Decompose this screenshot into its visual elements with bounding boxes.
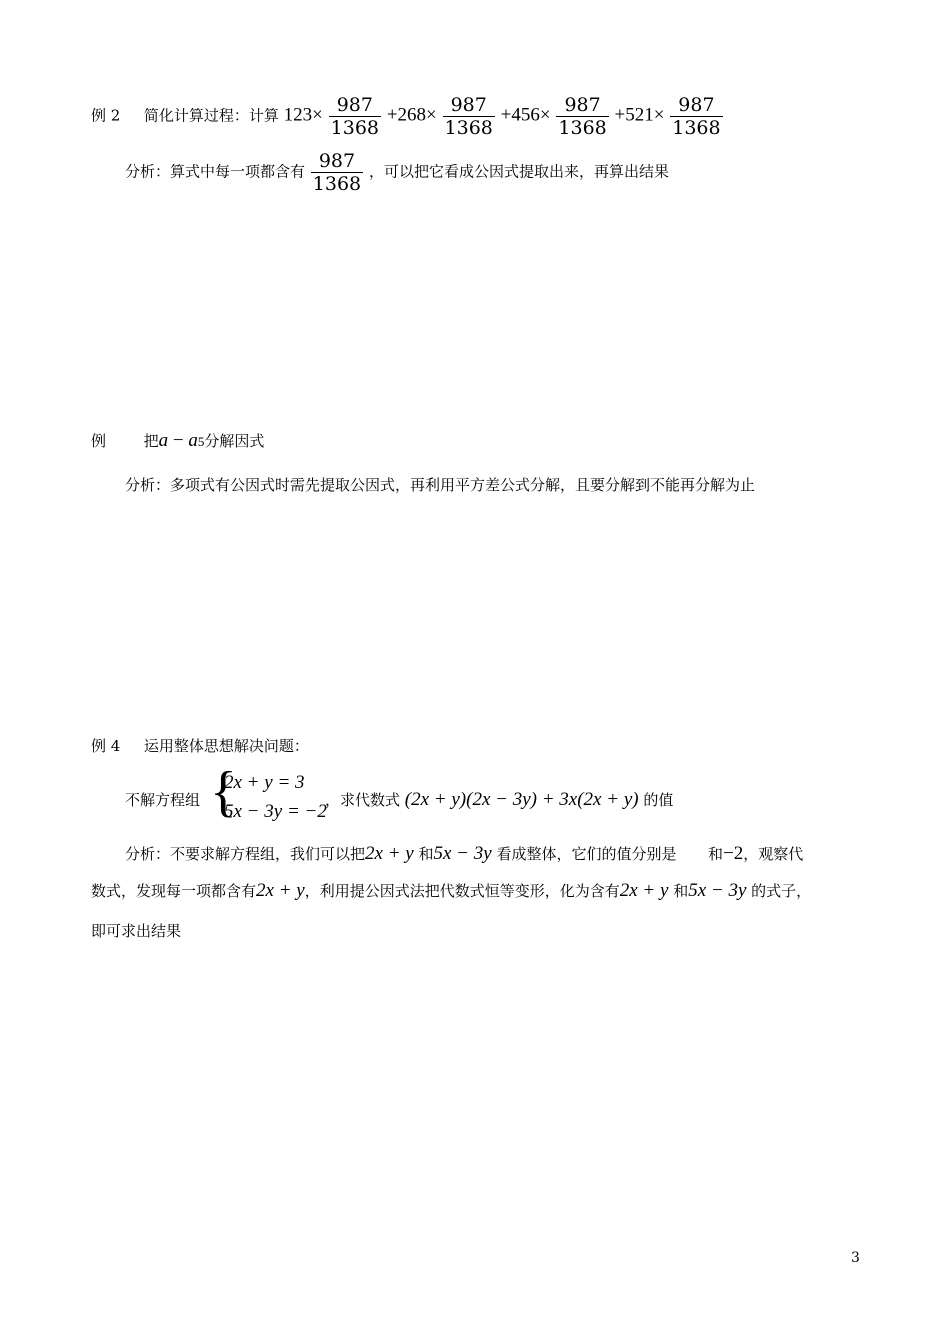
page-number: 3 [851,1250,860,1266]
example-2-term-3: +456× [500,104,551,126]
example-2-term-4: +521× [614,104,665,126]
example-4-analysis-line-1: 分析：不要求解方程组，我们可以把2x + y 和5x − 3y 看成整体，它们的值分别是 和−2，观察代 [125,843,804,864]
example-4-analysis-line-3: 即可求出结果 [91,922,182,940]
fraction: $\frac{987}{1368}$ [312,150,362,195]
example-2-analysis: 分析：算式中每一项都含有 $\frac{987}{1368}$ ，可以把它看成公因式提取出来，再算出结果 [125,150,669,195]
fraction: $\frac{987}{1368}$ [558,94,607,139]
equation-2: 5x − 3y = −2 [224,801,327,822]
example-2-line [91,94,724,139]
example-3-analysis: 分析：多项式有公因式时需先提取公因式，再利用平方差公式分解，且要分解到不能再分解为止 [125,476,756,494]
example-4-line [91,736,309,756]
example-4-line-1-prefix: 不解方程组 [125,791,201,809]
fraction: $\frac{987}{1368}$ [672,94,721,139]
equation-1: 2x + y = 3 [224,772,305,793]
fraction: $\frac{987}{1368}$ [330,94,380,139]
example-2-label: 例 2 [91,106,121,125]
example-4-analysis-line-2: 数式，发现每一项都含有2x + y，利用提公因式法把代数式恒等变形，化为含有2x + y 和5x − 3y 的式子， [91,880,812,901]
target-expression: (2x + y)(2x − 3y) + 3x(2x + y) [404,789,639,810]
example-4-title: 运用整体思想解决问题： [143,737,309,755]
example-3-line: 例 把a − a5分解因式 [91,430,265,451]
system-brace: { [210,761,237,823]
example-2-term-2: +268× [386,104,437,126]
example-4-label: 例 4 [91,737,121,755]
example-2-title: 简化计算过程：计算 [143,106,279,125]
example-4-line-1-rest: ，求代数式 (2x + y)(2x − 3y) + 3x(2x + y) 的值 [325,789,674,810]
fraction: $\frac{987}{1368}$ [444,94,493,139]
example-3-label: 例 [91,432,107,450]
example-2-term-1: 123× [283,104,323,126]
